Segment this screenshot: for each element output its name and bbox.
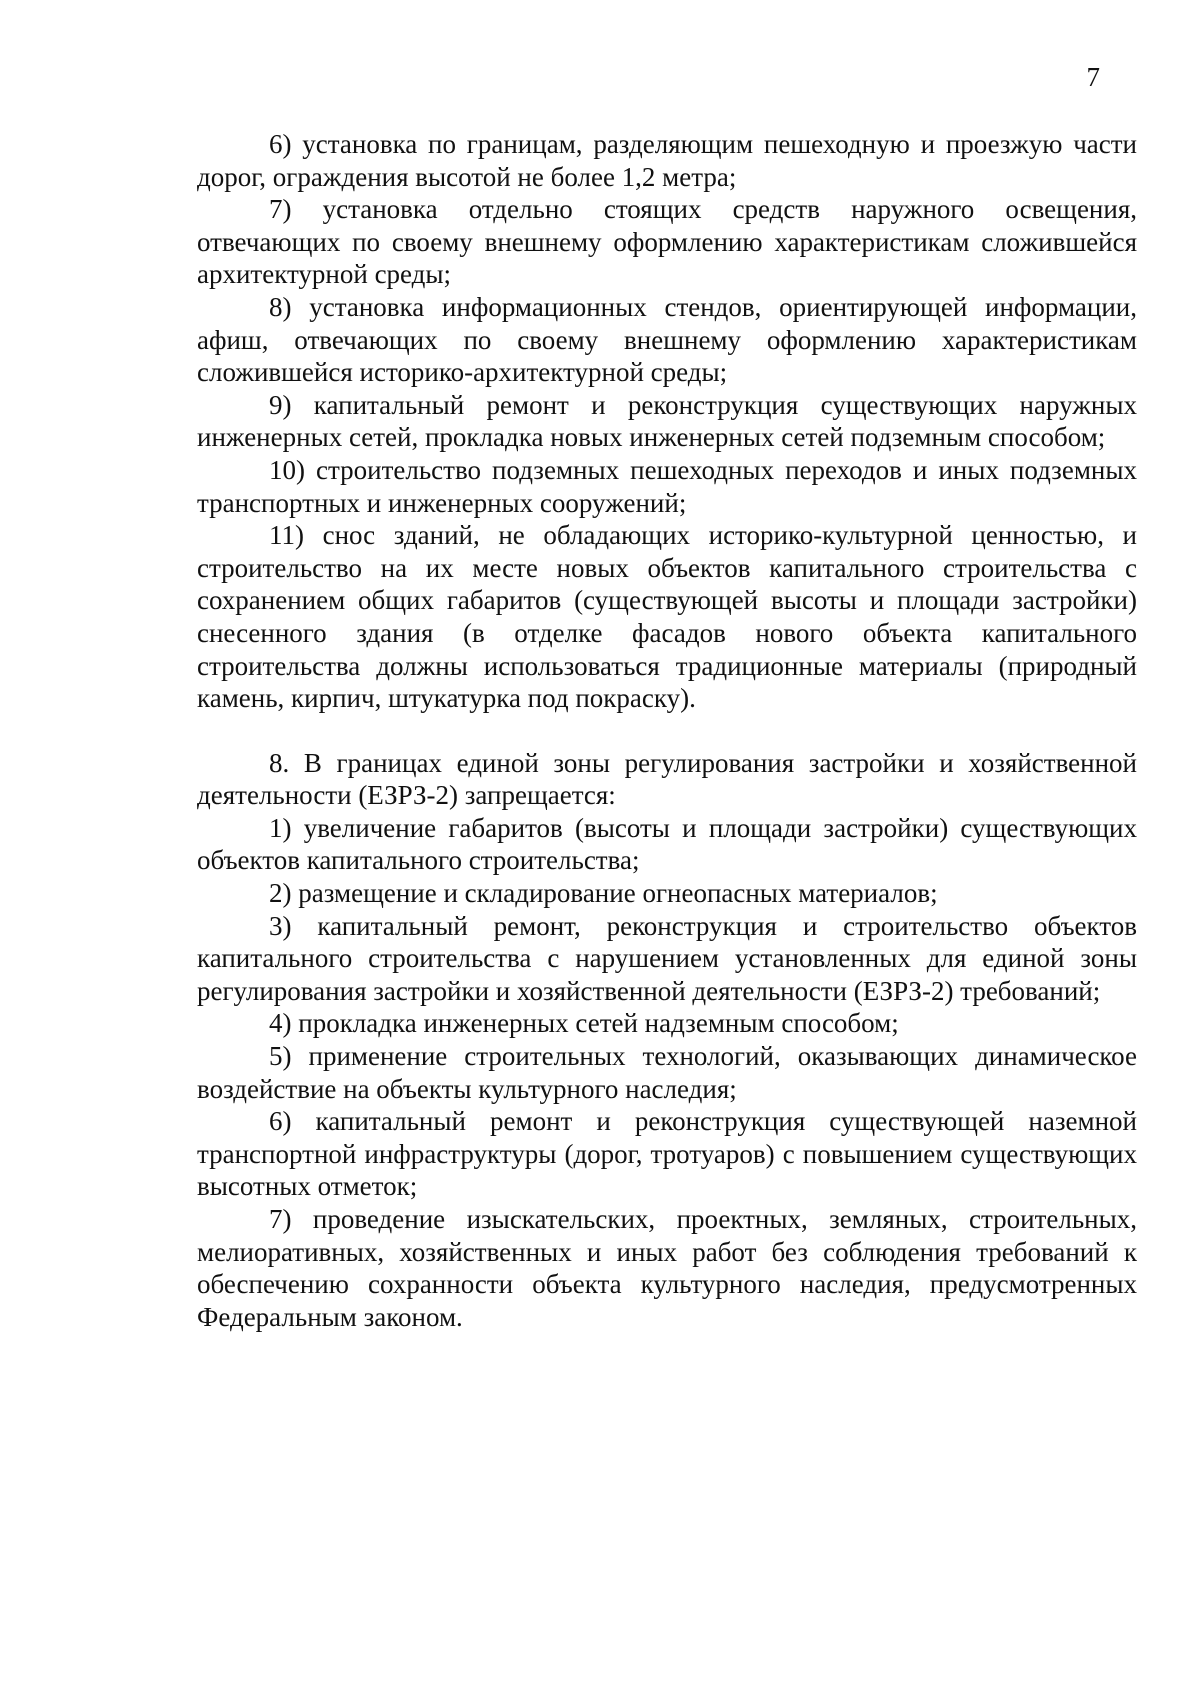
list-item: 7) проведение изыскательских, проектных, земляных, строительных, мелиоративных, хозяйственных и иных работ без соблюдения требований к обеспечению сохранности объекта культурного наследия, предусмотренных Федеральным законом. — [197, 1204, 1137, 1332]
list-item: 8) установка информационных стендов, ориентирующей информации, афиш, отвечающих по своему внешнему оформлению характеристикам сложившейся историко-архитектурной среды; — [197, 291, 1137, 388]
list-item: 6) установка по границам, разделяющим пешеходную и проезжую части дорог, ограждения высотой не более 1,2 метра; — [197, 129, 1137, 192]
list-item: 7) установка отдельно стоящих средств наружного освещения, отвечающих по своему внешнему оформлению характеристикам сложившейся архитектурной среды; — [197, 194, 1137, 290]
list-item: 10) строительство подземных пешеходных переходов и иных подземных транспортных и инженерных сооружений; — [197, 454, 1137, 518]
list-item: 6) капитальный ремонт и реконструкция существующей наземной транспортной инфраструктуры (дорог, тротуаров) с повышением существующих высотных отметок; — [197, 1106, 1137, 1202]
list-item: 11) снос зданий, не обладающих историко-культурной ценностью, и строительство на их месте новых объектов капитального строительства с сохранением общих габаритов (существующей высоты и площади застройки) снесенного здания (в отделке фасадов нового объекта капитального строительства должны использоваться традиционные материалы (природный камень, кирпич, штукатурка под покраску). — [197, 520, 1137, 714]
document-body — [197, 128, 1137, 1333]
list-item: 5) применение строительных технологий, оказывающих динамическое воздействие на объекты культурного наследия; — [197, 1041, 1137, 1104]
section-heading: 8. В границах единой зоны регулирования застройки и хозяйственной деятельности (ЕЗРЗ-2) запрещается: — [197, 747, 1137, 811]
page-number: 7 — [1086, 62, 1100, 92]
list-item: 2) размещение и складирование огнеопасных материалов; — [269, 878, 938, 909]
list-item: 3) капитальный ремонт, реконструкция и строительство объектов капитального строительства с нарушением установленных для единой зоны регулирования застройки и хозяйственной деятельности (ЕЗРЗ-2) требований; — [197, 910, 1137, 1006]
list-item: 1) увеличение габаритов (высоты и площади застройки) существующих объектов капитального строительства; — [197, 812, 1137, 876]
list-item: 4) прокладка инженерных сетей надземным способом; — [269, 1008, 899, 1039]
section-spacer — [197, 715, 1137, 747]
list-item: 9) капитальный ремонт и реконструкция существующих наружных инженерных сетей, прокладка новых инженерных сетей подземным способом; — [197, 389, 1137, 453]
